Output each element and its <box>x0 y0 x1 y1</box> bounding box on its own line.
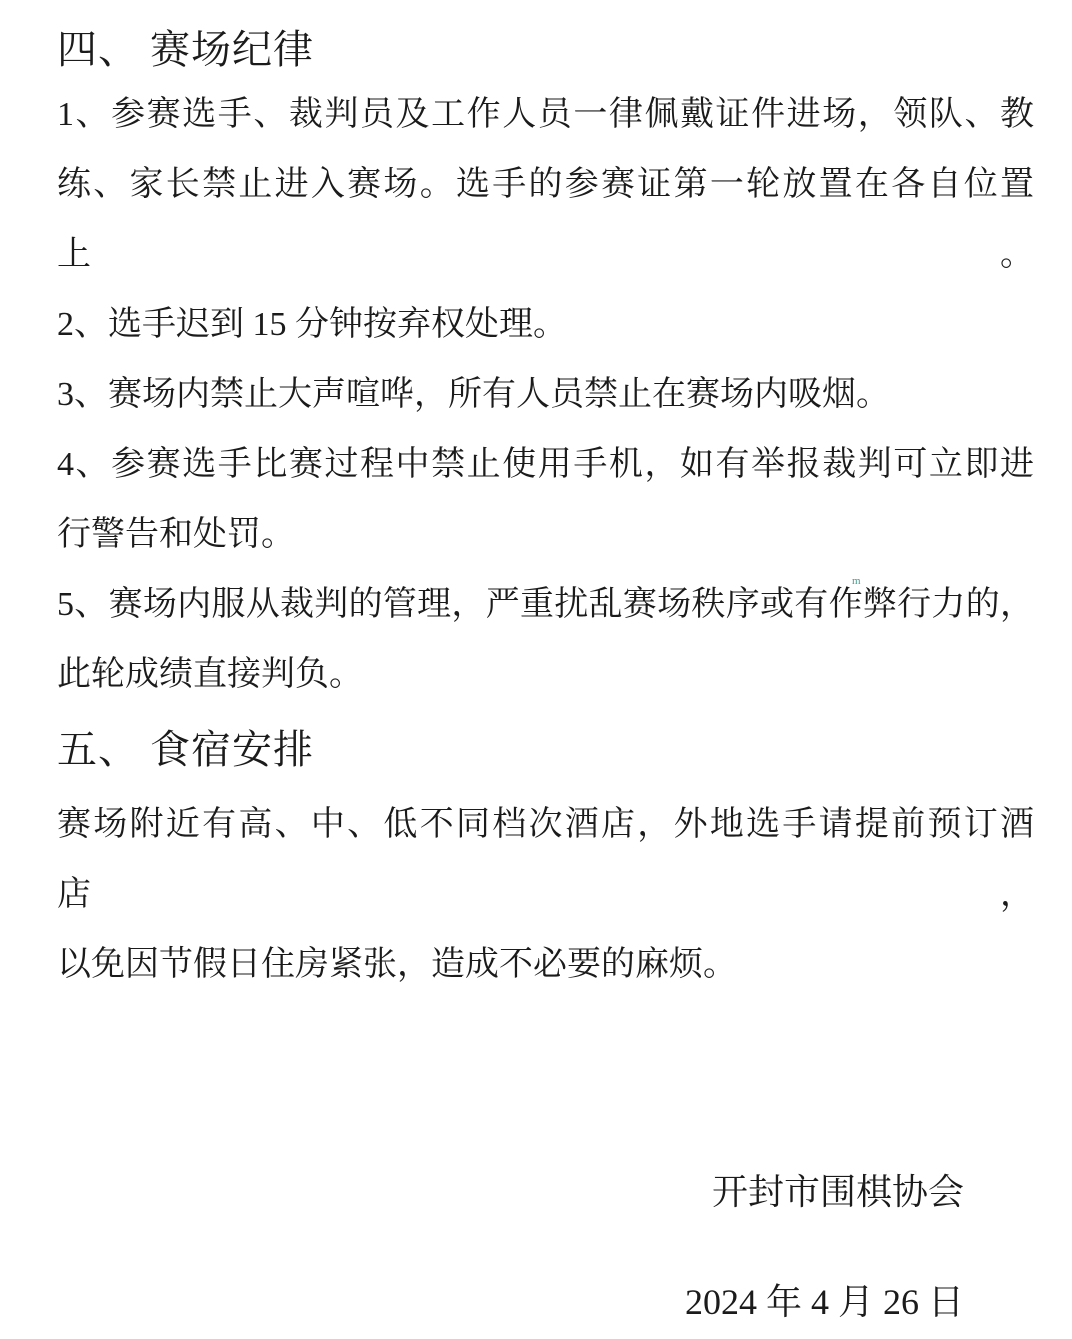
section-heading-discipline: 四、 赛场纪律 <box>57 27 314 72</box>
rule-5-line-1-text: 5、赛场内服从裁判的管理，严重扰乱赛场秩序或有作弊行力的， <box>57 586 1034 623</box>
signature-organization: 开封市围棋协会 <box>711 1172 964 1212</box>
rule-1-line-2: 练、家长禁止进入赛场。选手的参赛证第一轮放置在各自位置上。 <box>57 166 1034 273</box>
rule-1-line-1: 1、参赛选手、裁判员及工作人员一律佩戴证件进场，领队、教 <box>57 96 1034 133</box>
rule-4-line-1: 4、参赛选手比赛过程中禁止使用手机，如有举报裁判可立即进 <box>57 446 1034 483</box>
signature-date: 2024 年 4 月 26 日 <box>684 1282 964 1322</box>
signature-block <box>57 1155 1034 1339</box>
section-heading-accommodation: 五、 食宿安排 <box>57 727 314 772</box>
accommodation-line-2: 以免因节假日住房紧张，造成不必要的麻烦。 <box>57 946 737 983</box>
rule-3-line-1: 3、赛场内禁止大声喧哗，所有人员禁止在赛场内吸烟。 <box>57 376 890 413</box>
rule-5-line-2: 此轮成绩直接判负。 <box>57 656 363 693</box>
rule-5-line-1 <box>57 570 1034 640</box>
stray-mark: m <box>852 575 861 587</box>
rule-4-line-2: 行警告和处罚。 <box>57 516 295 553</box>
accommodation-line-1: 赛场附近有高、中、低不同档次酒店，外地选手请提前预订酒店， <box>57 806 1034 913</box>
rule-2-line-1: 2、选手迟到 15 分钟按弃权处理。 <box>57 306 567 343</box>
